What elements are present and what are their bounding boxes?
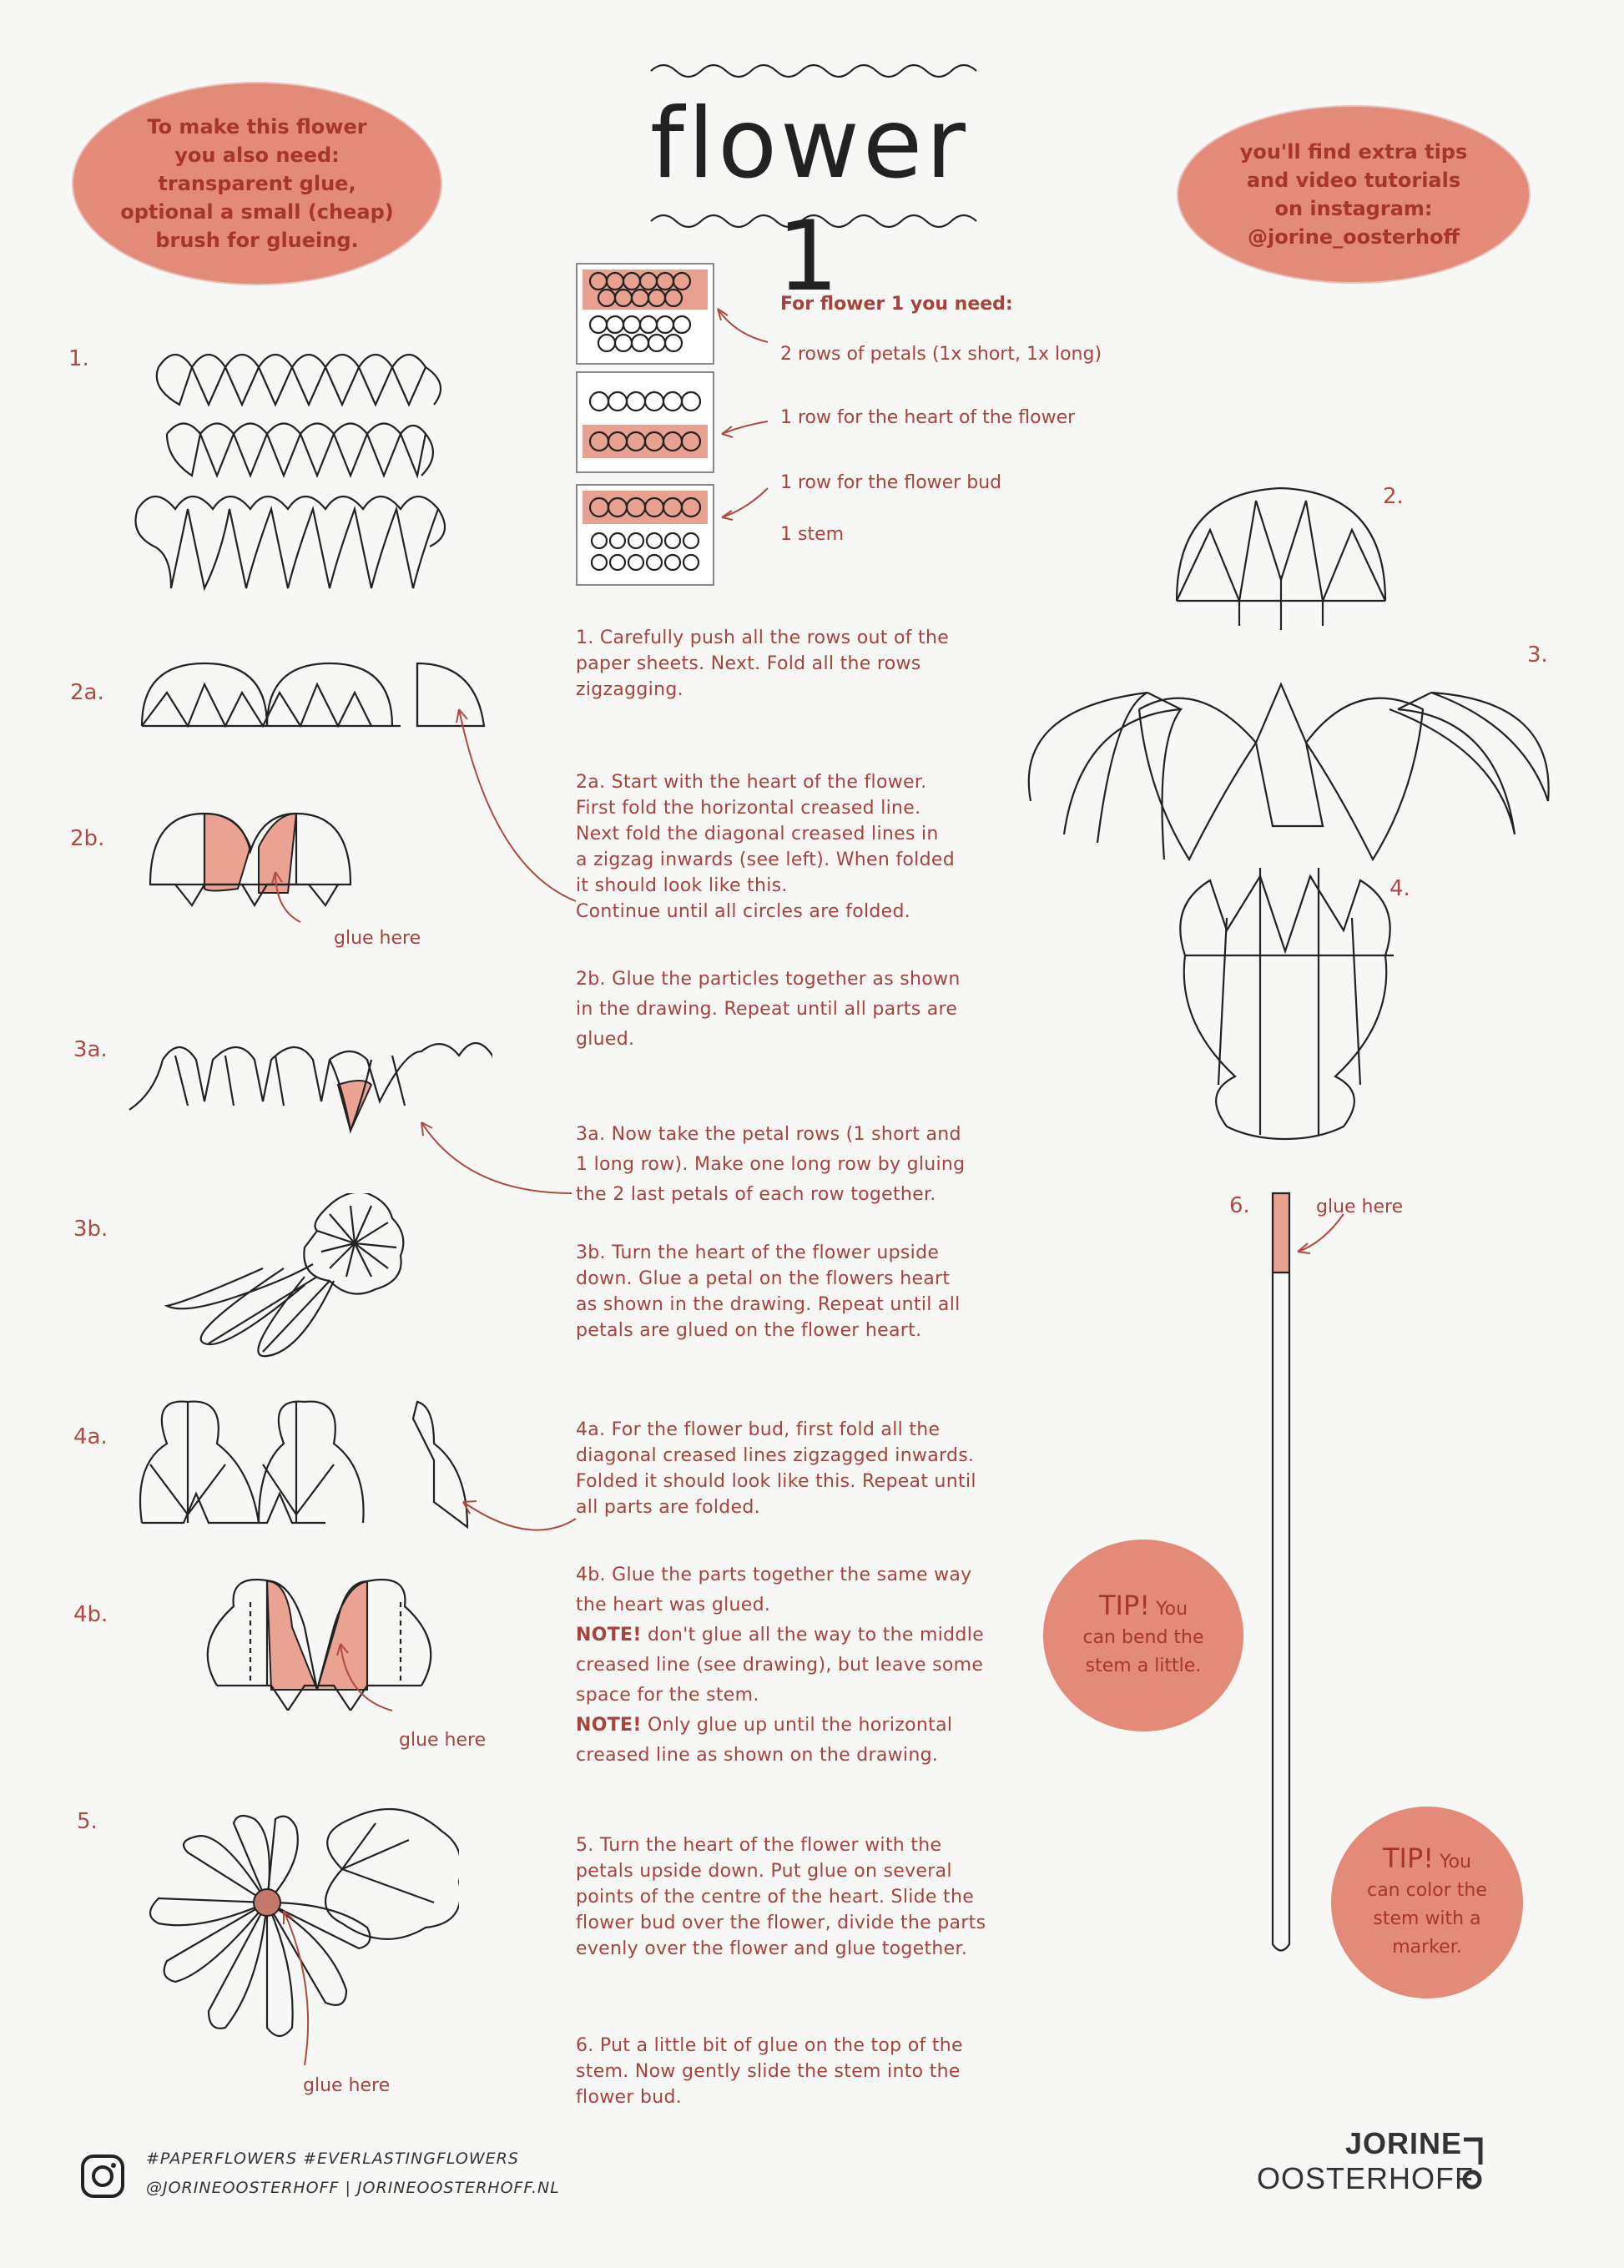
instruction-3b: 3b. Turn the heart of the flower upside down. Glue a petal on the flowers heart as shown in the drawing. Repeat until all petals are glued on the flower heart. xyxy=(576,1242,961,1341)
sheet-bud-icon xyxy=(577,486,713,584)
materials-oval xyxy=(73,83,441,284)
instruction-4a: 4a. For the flower bud, first fold all the diagonal creased lines zigzagged inwards. Folded it should look like this. Repeat until all parts are folded. xyxy=(576,1419,976,1518)
step-label-3b: 3b. xyxy=(73,1217,108,1242)
step-label-2a: 2a. xyxy=(70,680,104,705)
instruction-3a: 3a. Now take the petal rows (1 short and 1 long row). Make one long row by gluing the 2 last petals of each row together. xyxy=(576,1124,966,1205)
needs-petals: 2 rows of petals (1x short, 1x long) xyxy=(780,344,1102,365)
page-title: flower 1 xyxy=(650,88,969,313)
step-label-r6: 6. xyxy=(1229,1193,1250,1218)
step4a-drawing xyxy=(134,1398,484,1548)
instagram-oval xyxy=(1178,107,1529,282)
sheet-heart-icon xyxy=(577,373,713,471)
instagram-text: you'll find extra tips and video tutorials on instagram: @jorine_oosterhoff xyxy=(1239,140,1468,249)
brand-mark-icon xyxy=(1460,2136,1484,2195)
step4b-drawing xyxy=(200,1569,451,1711)
instagram-icon[interactable] xyxy=(79,2153,126,2200)
pointer-2a xyxy=(442,693,584,910)
step4-result-drawing xyxy=(1164,868,1415,1143)
step-label-4a: 4a. xyxy=(73,1424,108,1449)
title-wave-top xyxy=(647,58,997,83)
tip1-text: can bend the stem a little. xyxy=(1082,1626,1204,1676)
instruction-2a: 2a. Start with the heart of the flower. First fold the horizontal creased line. Next fold the diagonal creased lines in a zigzag inwards (see left). When folded it should look like this. Continue until all circles are folded. xyxy=(576,772,955,922)
needs-stem: 1 stem xyxy=(780,524,845,545)
footer-handle[interactable]: @JORINEOOSTERHOFF | JORINEOOSTERHOFF.NL xyxy=(146,2179,560,2197)
tip1-word: TIP! xyxy=(1098,1589,1151,1621)
pointer-4a xyxy=(455,1469,580,1552)
tip2-you: You xyxy=(1440,1851,1471,1872)
glue-here-stem: glue here xyxy=(1316,1197,1404,1217)
note-2-label: NOTE! xyxy=(576,1715,642,1736)
glue-arrow-stem xyxy=(1289,1210,1348,1260)
glue-arrow-4b xyxy=(334,1640,401,1715)
step2a-drawing xyxy=(134,647,492,755)
instruction-4b-intro: 4b. Glue the parts together the same way the heart was glued. xyxy=(576,1565,972,1615)
note-1-label: NOTE! xyxy=(576,1625,642,1646)
step-label-3a: 3a. xyxy=(73,1037,108,1062)
needs-heading: For flower 1 you need: xyxy=(780,294,1013,315)
sheet-bud-thumb xyxy=(576,484,714,586)
instruction-2b: 2b. Glue the particles together as shown in the drawing. Repeat until all parts are glued. xyxy=(576,969,961,1050)
tip-bend-stem xyxy=(1043,1540,1243,1731)
note-2-text: Only glue up until the horizontal creased line as shown on the drawing. xyxy=(576,1715,953,1766)
footer-hashtags: #PAPERFLOWERS #EVERLASTINGFLOWERS xyxy=(146,2150,519,2168)
step3b-drawing xyxy=(163,1193,455,1368)
glue-arrow-2b xyxy=(267,868,317,926)
tip2-text: can color the stem with a marker. xyxy=(1367,1879,1487,1958)
title-wave-bottom xyxy=(647,209,997,234)
glue-arrow-5 xyxy=(275,1903,325,2069)
glue-here-2b: glue here xyxy=(334,928,421,949)
tip2-word: TIP! xyxy=(1382,1842,1435,1874)
step3-result-drawing xyxy=(1014,651,1561,868)
brand-line-1: JORINE xyxy=(1344,2126,1462,2160)
tip-color-stem xyxy=(1331,1807,1523,1998)
materials-text: To make this flower you also need: transparent glue, optional a small (cheap) brush for glueing. xyxy=(120,115,394,252)
glue-here-4b: glue here xyxy=(399,1730,487,1751)
step2-result-drawing xyxy=(1160,476,1402,643)
needs-arrows xyxy=(709,275,776,526)
sheet-heart-thumb xyxy=(576,371,714,473)
sheet-petals-icon xyxy=(577,265,713,363)
brand-line-2: OOSTERHOFF xyxy=(1257,2161,1474,2195)
step1-drawing xyxy=(125,342,476,601)
instruction-1: 1. Carefully push all the rows out of the paper sheets. Next. Fold all the rows zigzagging. xyxy=(576,627,950,700)
needs-bud: 1 row for the flower bud xyxy=(780,472,1002,493)
note-1-text: don't glue all the way to the middle creased line (see drawing), but leave some space for the stem. xyxy=(576,1625,984,1706)
sheet-petals-thumb xyxy=(576,263,714,365)
step-label-r4: 4. xyxy=(1389,876,1410,901)
pointer-3a xyxy=(409,1110,576,1202)
tip1-you: You xyxy=(1156,1598,1188,1620)
instruction-4b xyxy=(576,1560,984,1771)
step-label-2b: 2b. xyxy=(70,826,105,851)
step2b-drawing xyxy=(142,801,367,926)
needs-heart: 1 row for the heart of the flower xyxy=(780,407,1076,428)
step-label-4b: 4b. xyxy=(73,1602,108,1627)
step-label-5: 5. xyxy=(77,1809,98,1834)
glue-here-5: glue here xyxy=(303,2075,391,2096)
instruction-5: 5. Turn the heart of the flower with the petals upside down. Put glue on several points of the centre of the heart. Slide the flower bud over the flower, divide the parts evenly over the flower and glue together. xyxy=(576,1835,986,1959)
stem-drawing xyxy=(1260,1185,1294,1961)
step-label-r3: 3. xyxy=(1527,643,1548,668)
step-label-r2: 2. xyxy=(1383,484,1404,509)
step-label-1: 1. xyxy=(68,346,89,371)
instruction-6: 6. Put a little bit of glue on the top of the stem. Now gently slide the stem into the flower bud. xyxy=(576,2035,963,2108)
